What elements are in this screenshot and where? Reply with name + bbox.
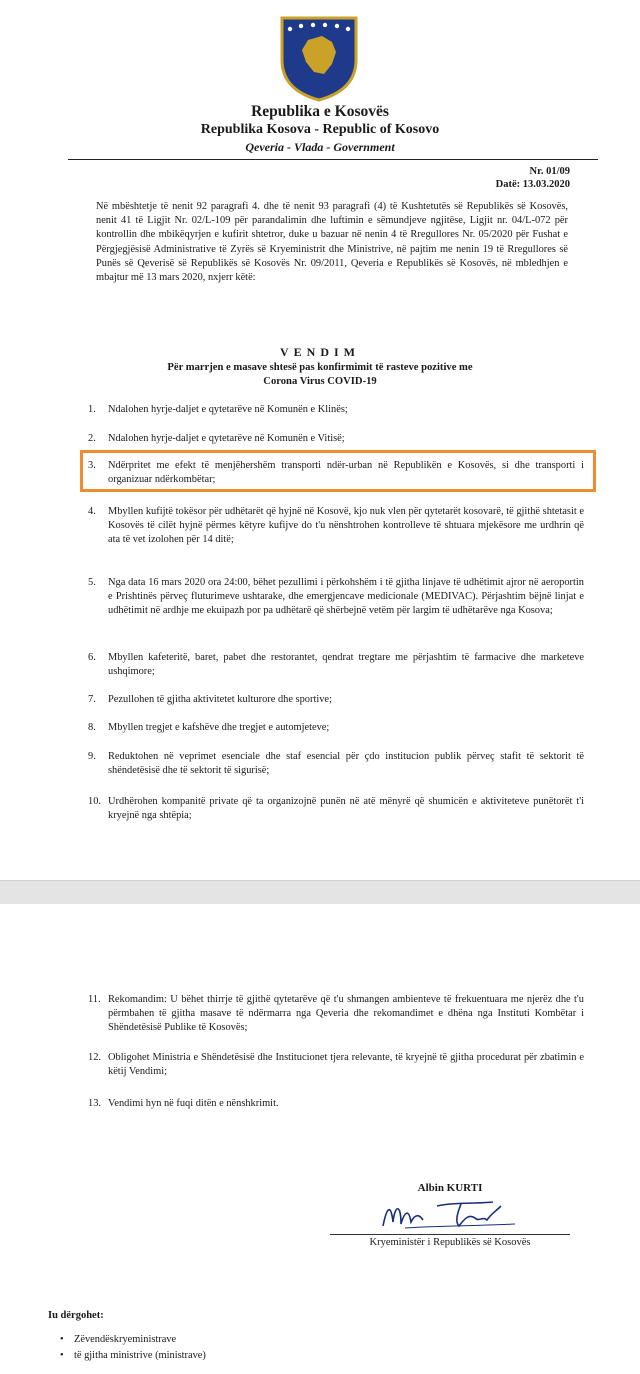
- kosovo-emblem-icon: [278, 14, 360, 102]
- document-page-2: [0, 904, 640, 1374]
- republic-name-albanian: Republika e Kosovës: [251, 103, 389, 120]
- list-item: 3. Ndërpritet me efekt të menjëhershëm transporti ndër-urban në Republikën e Kosovës, si dhe transporti i organizuar ndërkombëtar;: [88, 460, 584, 486]
- header-divider: [68, 159, 598, 160]
- highlight-box: [80, 450, 596, 492]
- list-item: • Zëvendëskryeministrave: [60, 1334, 177, 1345]
- list-item: 9. Reduktohen në veprimet esenciale dhe staf esencial për çdo institucion publik përveç stafit të sektorit të shëndetësisë dhe të sektorit të sigurisë;: [88, 751, 584, 777]
- decision-title: VENDIM: [280, 345, 360, 359]
- decision-subtitle: Për marrjen e masave shtesë pas konfirmimit të rasteve pozitive me Corona Virus COVID-19: [167, 362, 473, 387]
- list-item: 2. Ndalohen hyrje-daljet e qytetarëve në Komunën e Vitisë;: [88, 433, 345, 444]
- list-item: 13. Vendimi hyn në fuqi ditën e nënshkrimit.: [88, 1098, 279, 1109]
- page-break: [0, 880, 640, 906]
- signature-block: [330, 1182, 570, 1248]
- list-item: 5. Nga data 16 mars 2020 ora 24:00, bëhet pezullimi i përkohshëm i të gjitha linjave të udhëtimit ajror në aeroportin e Prishtinës përveç fluturimeve ushtarake, dhe emergjencave medicionale (MEDIVAC). Përjashtim bëjnë linjat e udhëtimit në ardhje me ekuipazh por pa udhëtarë që shërbejnë vetëm për largim të udhëtarëve nga Kosova;: [88, 577, 584, 617]
- document-number: Nr. 01/09: [529, 166, 570, 177]
- distribution-heading: Iu dërgohet:: [48, 1310, 104, 1321]
- signatory-name: Albin KURTI: [417, 1182, 483, 1194]
- republic-name-multilingual: Republika Kosova - Republic of Kosovo: [200, 122, 440, 137]
- list-item: 1. Ndalohen hyrje-daljet e qytetarëve në Komunën e Klinës;: [88, 404, 348, 415]
- list-item: 10. Urdhërohen kompanitë private që ta organizojnë punën në atë mënyrë që shumicën e aktiviteteve punëtorët t'i kryejnë nga shtëpia;: [88, 796, 584, 822]
- document-date: Datë: 13.03.2020: [495, 179, 570, 190]
- list-item: 7. Pezullohen të gjitha aktivitetet kulturore dhe sportive;: [88, 694, 332, 705]
- handwritten-signature-icon: [365, 1196, 535, 1232]
- signatory-title: Kryeministër i Republikës së Kosovës: [330, 1234, 570, 1248]
- list-item: 12. Obligohet Ministria e Shëndetësisë dhe Institucionet tjera relevante, të kryejnë të gjitha procedurat për zbatimin e këtij Vendimi;: [88, 1052, 584, 1078]
- list-item: 8. Mbyllen tregjet e kafshëve dhe tregjet e automjeteve;: [88, 722, 330, 733]
- government-label: Qeveria - Vlada - Government: [245, 140, 395, 154]
- list-item: 6. Mbyllen kafeteritë, baret, pabet dhe restorantet, qendrat tregtare me përjashtim të farmacive dhe marketeve ushqimore;: [88, 652, 584, 678]
- list-item: • të gjitha ministrive (ministrave): [60, 1350, 206, 1361]
- list-item: 11. Rekomandim: U bëhet thirrje të gjithë qytetarëve që t'u shmangen ambienteve të frekuentuara me njerëz dhe t'u përmbahen të gjitha masave të ndërmarra nga Qeveria dhe rekomandimet e dhëna nga Instituti Kombëtar i Shëndetësisë Publike të Kosovës;: [88, 994, 584, 1034]
- preamble-paragraph: Në mbështetje të nenit 92 paragrafi 4. dhe të nenit 93 paragrafi (4) të Kushtetutës së Republikës së Kosovës, nenit 41 të Ligjit Nr. 02/L-109 për parandalimin dhe luftimin e sëmundjeve ngjitëse, Ligjit nr. 04/L-072 për kontrollin dhe mbikëqyrjen e kufirit shtetror, duke u bazuar në nenin 4 të Rregullores Nr. 05/2020 për Fushat e Përgjegjësisë Administrative të Zyrës së Kryeministrit dhe Ministrive, në pajtim me nenin 19 të Rregullores së Punës së Qeverisë së Republikës së Kosovës Nr. 09/2011, Qeveria e Republikës së Kosovës, në mbledhjen e mbajtur më 13 mars 2020, nxjerr këtë:: [96, 201, 568, 284]
- list-item: 4. Mbyllen kufijtë tokësor për udhëtarët që hyjnë në Kosovë, kjo nuk vlen për qytetarët kosovarë, të gjithë shtetasit e Kosovës të cilët hyjnë përmes këtyre kufijve do t'u nënshtrohen kontrolleve të shtuara mjekësore me urdhrin që ata të vet izolohen për 14 ditë;: [88, 506, 584, 546]
